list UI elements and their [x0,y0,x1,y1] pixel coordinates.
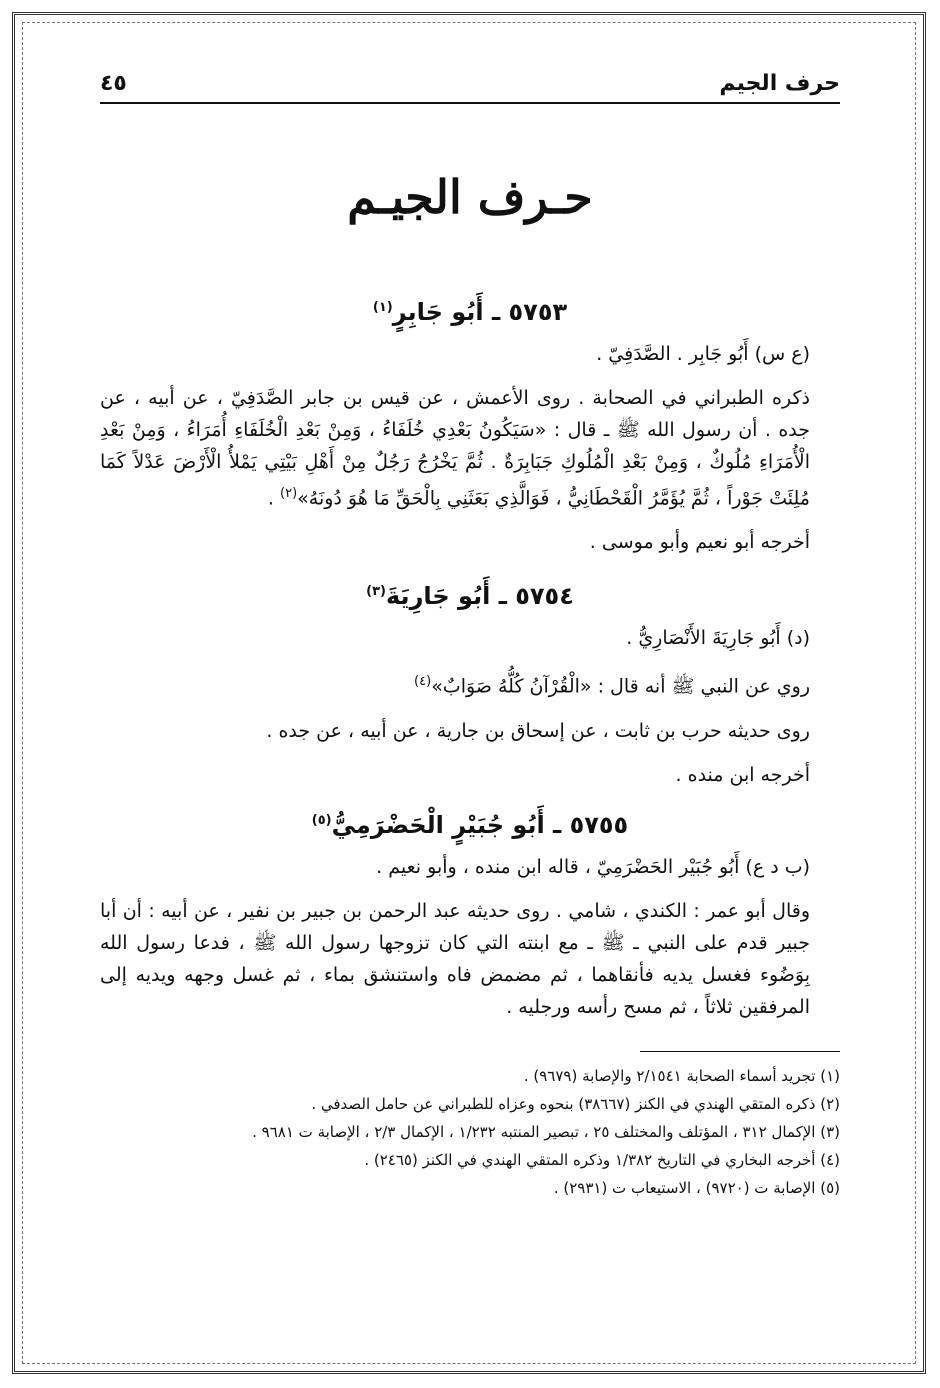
footnote-ref: (٤) [414,674,432,690]
entry-paragraph: (د) أَبُو جَارِيَةَ الأَنْصَارِيُّ . [626,627,810,650]
entry-paragraph: (ع س) أَبُو جَابِر . الصَّدَفِيّ . [596,343,810,365]
footnote-ref: (١) [372,300,393,315]
entry-heading-text: ٥٧٥٣ ـ أَبُو جَابِرٍ [392,298,568,326]
book-page [100,56,840,1202]
entry-heading-text: ٥٧٥٤ ـ أَبُو جَارِيَةَ [386,582,574,611]
entry-heading-5754 [100,582,840,610]
entry-paragraph: روى حديثه حرب بن ثابت ، عن إسحاق بن جارية ، عن أبيه ، عن جده . [266,719,810,742]
entry-heading-5755 [100,811,840,839]
paragraph-text: روي عن النبي ﷺ أنه قال : «الْقُرْآنُ كُلُّهُ صَوَابٌ» [431,675,810,698]
page-number: ٤٥ [100,71,127,96]
footnote: (١) تجريد أسماء الصحابة ٢/١٥٤١ والإصابة (٩٦٧٩) . [523,1066,840,1085]
footnote: (٢) ذكره المتقي الهندي في الكنز (٣٨٦٦٧) بنحوه وعزاه للطبراني عن حامل الصدفي . [311,1094,840,1113]
running-head [100,56,840,104]
footnotes [100,1062,840,1202]
entry-paragraph: أخرجه أبو نعيم وأبو موسى . [589,531,810,554]
chapter-title: حـرف الجيـم [347,170,593,224]
footnote-ref: (٣) [366,584,386,600]
entry-heading-5753 [100,298,840,326]
entry-paragraph [100,666,840,702]
paragraph-text: ذكره الطبراني في الصحابة . روى الأعمش ، عن قيس بن جابر الصَّدَفِيّ ، عن أبيه ، عن جده . أن رسول الله ﷺ ـ قال : «سَيَكُونُ بَعْدِي خُلَفَاءُ ، وَمِنْ بَعْدِ الْخُلَفَاءِ أُمَرَاءُ ، وَمِنْ بَعْدِ الْأُمَرَاءِ مُلُوكٌ ، وَمِنْ بَعْدِ الْمُلُوكِ جَبَابِرَةٌ . ثُمَّ يَخْرُجُ رَجُلٌ مِنْ أَهْلِ بَيْتِي يَمْلأُ الْأَرْضَ عَدْلاً كَمَا مُلِئَتْ جَوْراً ، ثُمَّ يُؤَمَّرُ الْقَحْطَانِيُّ ، فَوَالَّذِي بَعَثَنِي بِالْحَقِّ مَا هُوَ دُونَهُ» [100,387,810,510]
footnote: (٤) أخرجه البخاري في التاريخ ١/٣٨٢ وذكره المتقي الهندي في الكنز (٢٤٦٥) . [364,1150,840,1169]
footnote: (٣) الإكمال ٣١٢ ، المؤتلف والمختلف ٢٥ ، تبصير المنتبه ١/٢٣٢ ، الإكمال ٢/٣ ، الإصابة ت ٩٦٨١ . [252,1122,840,1141]
footnote-ref: (٥) [311,812,332,828]
footnote: (٥) الإصابة ت (٩٧٢٠) ، الاستيعاب ت (٢٩٣١) . [553,1178,840,1197]
entry-paragraph: (ب د ع) أَبُو جُبَيْر الحَضْرَمِيّ ، قاله ابن منده ، وأبو نعيم . [376,855,810,878]
entry-paragraph: وقال أبو عمر : الكندي ، شامي . روى حديثه عبد الرحمن بن جبير بن نفير ، عن أبيه : أن أبا جبير قدم على النبي ـ ﷺ ـ مع ابنته التي كان تزوجها رسول الله ﷺ ، فدعا رسول الله بِوَضُوء فغسل يديه فأنقاهما ، ثم مضمض فاه واستنشق بماء ، ثم غسل وجهه ويديه إلى المرفقين ثلاثاً ، ثم مسح رأسه ورجليه . [100,899,810,1018]
entry-paragraph: ذكره الطبراني في الصحابة . روى الأعمش ، عن قيس بن جابر الصَّدَفِيّ ، عن أبيه ، عن جده . أن رسول الله ﷺ ـ قال : «سَيَكُونُ بَعْدِي خُلَفَاءُ ، وَمِنْ بَعْدِ الْخُلَفَاءِ أُمَرَاءُ ، وَمِنْ بَعْدِ الْأُمَرَاءِ مُلُوكٌ ، وَمِنْ بَعْدِ الْمُلُوكِ جَبَابِرَةٌ . ثُمَّ يَخْرُجُ رَجُلٌ مِنْ أَهْلِ بَيْتِي يَمْلأُ الْأَرْضَ عَدْلاً كَمَا مُلِئَتْ جَوْراً ، ثُمَّ يُؤَمَّرُ الْقَحْطَانِيُّ ، فَوَالَّذِي بَعَثَنِي بِالْحَقِّ مَا هُوَ دُونَهُ»$^{(٢)}$ . [100,387,810,510]
entry-paragraph: أخرجه ابن منده . [675,763,810,786]
footnote-ref: (٢) [280,486,298,501]
running-head-title: حرف الجيم [719,71,840,96]
entry-heading-text: ٥٧٥٥ ـ أَبُو جُبَيْرٍ الْحَضْرَمِيُّ [331,810,629,839]
footnote-separator [640,1051,840,1052]
